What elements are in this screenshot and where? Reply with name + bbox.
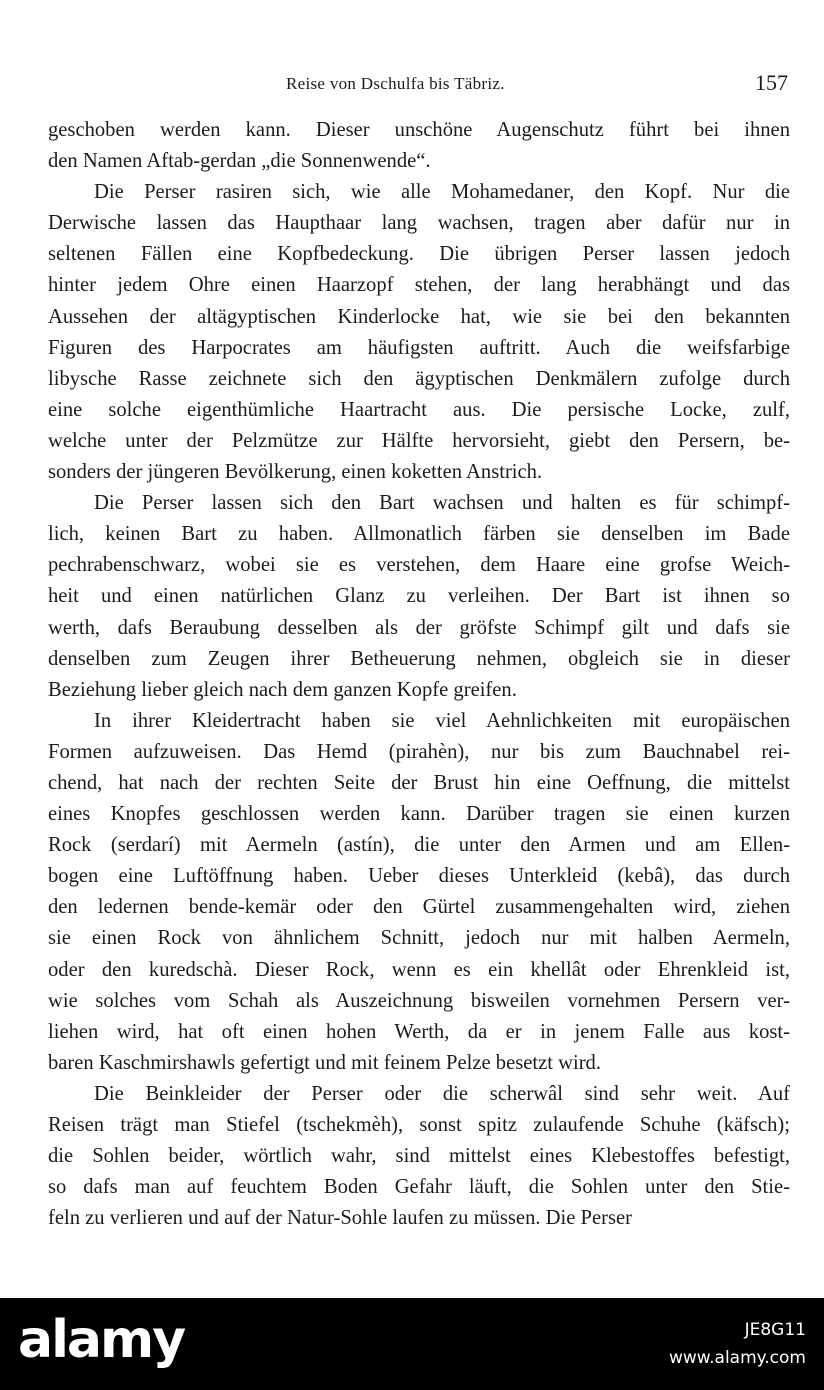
text-line: die Sohlen beider, wörtlich wahr, sind mittelst eines Klebestoffes befestigt, [48, 1145, 790, 1168]
text-line: Formen aufzuweisen. Das Hemd (pirahèn), nur bis zum Bauchnabel rei- [48, 740, 790, 763]
text-line: den Namen Aftab-gerdan „die Sonnenwende“. [48, 150, 431, 173]
running-head [48, 68, 788, 104]
text-line: eine solche eigenthümliche Haartracht aus. Die persische Locke, zulf, [48, 398, 790, 421]
text-line: heit und einen natürlichen Glanz zu verleihen. Der Bart ist ihnen so [48, 585, 790, 608]
text-line: In ihrer Kleidertracht haben sie viel Aehnlichkeiten mit europäischen [94, 709, 790, 732]
paragraph [48, 177, 790, 488]
text-line: Die Perser rasiren sich, wie alle Mohamedaner, den Kopf. Nur die [94, 181, 790, 204]
running-title: Reise von Dschulfa bis Täbriz. [286, 74, 505, 93]
text-line: bogen eine Luftöffnung haben. Ueber dieses Unterkleid (kebâ), das durch [48, 865, 790, 888]
paragraph [48, 706, 790, 1079]
text-line: Die Perser lassen sich den Bart wachsen und halten es für schimpf- [94, 492, 790, 515]
text-line: den ledernen bende-kemär oder den Gürtel zusammengehalten wird, ziehen [48, 896, 790, 919]
paragraph [48, 488, 790, 706]
text-line: sie einen Rock von ähnlichem Schnitt, jedoch nur mit halben Aermeln, [48, 927, 790, 950]
text-line: Die Beinkleider der Perser oder die scherwâl sind sehr weit. Auf [94, 1082, 790, 1105]
watermark-bar [0, 1298, 824, 1390]
text-line: lich, keinen Bart zu haben. Allmonatlich färben sie denselben im Bade [48, 523, 790, 546]
text-line: oder den kuredschà. Dieser Rock, wenn es ein khellât oder Ehrenkleid ist, [48, 958, 790, 981]
text-line: eines Knopfes geschlossen werden kann. Darüber tragen sie einen kurzen [48, 803, 790, 826]
text-line: Figuren des Harpocrates am häufigsten auftritt. Auch die weifsfarbige [48, 336, 790, 359]
text-line: liehen wird, hat oft einen hohen Werth, da er in jenem Falle aus kost- [48, 1020, 790, 1043]
watermark-url: www.alamy.com [668, 1348, 806, 1368]
text-line: feln zu verlieren und auf der Natur-Sohle laufen zu müssen. Die Perser [48, 1207, 633, 1230]
text-line: welche unter der Pelzmütze zur Hälfte hervorsieht, giebt den Persern, be- [48, 429, 790, 452]
text-line: so dafs man auf feuchtem Boden Gefahr läuft, die Sohlen unter den Stie- [48, 1176, 790, 1199]
text-line: Reisen trägt man Stiefel (tschekmèh), sonst spitz zulaufende Schuhe (käfsch); [48, 1114, 790, 1136]
text-line: sonders der jüngeren Bevölkerung, einen koketten Anstrich. [48, 461, 543, 484]
text-line: libysche Rasse zeichnete sich den ägyptischen Denkmälern zufolge durch [48, 367, 790, 390]
image-id: JE8G11 [744, 1320, 806, 1340]
text-line: Aussehen der altägyptischen Kinderlocke hat, wie sie bei den bekannten [48, 305, 790, 328]
text-line: Rock (serdarí) mit Aermeln (astín), die unter den Armen und am Ellen- [48, 834, 790, 857]
text-line: Beziehung lieber gleich nach dem ganzen Kopfe greifen. [48, 678, 517, 701]
text-line: pechrabenschwarz, wobei sie es verstehen, dem Haare eine grofse Weich- [48, 554, 790, 577]
paragraph [48, 115, 790, 177]
text-line: geschoben werden kann. Dieser unschöne Augenschutz führt bei ihnen [48, 119, 790, 141]
text-line: Derwische lassen das Haupthaar lang wachsen, tragen aber dafür nur in [48, 212, 790, 235]
paragraph [48, 1079, 790, 1234]
text-line: baren Kaschmirshawls gefertigt und mit feinem Pelze besetzt wird. [48, 1051, 601, 1074]
text-line: werth, dafs Beraubung desselben als der gröfste Schimpf gilt und dafs sie [48, 616, 790, 639]
text-line: denselben zum Zeugen ihrer Betheuerung nehmen, obgleich sie in dieser [48, 647, 790, 670]
text-line: chend, hat nach der rechten Seite der Brust hin eine Oeffnung, die mittelst [48, 771, 790, 794]
text-line: wie solches vom Schah als Auszeichnung bisweilen vornehmen Persern ver- [48, 989, 790, 1012]
page-number: 157 [755, 70, 788, 95]
text-line: hinter jedem Ohre einen Haarzopf stehen, der lang herabhängt und das [48, 274, 790, 297]
alamy-logo: alamy [18, 1310, 185, 1370]
text-line: seltenen Fällen eine Kopfbedeckung. Die übrigen Perser lassen jedoch [48, 243, 790, 266]
body-text [48, 115, 790, 1234]
